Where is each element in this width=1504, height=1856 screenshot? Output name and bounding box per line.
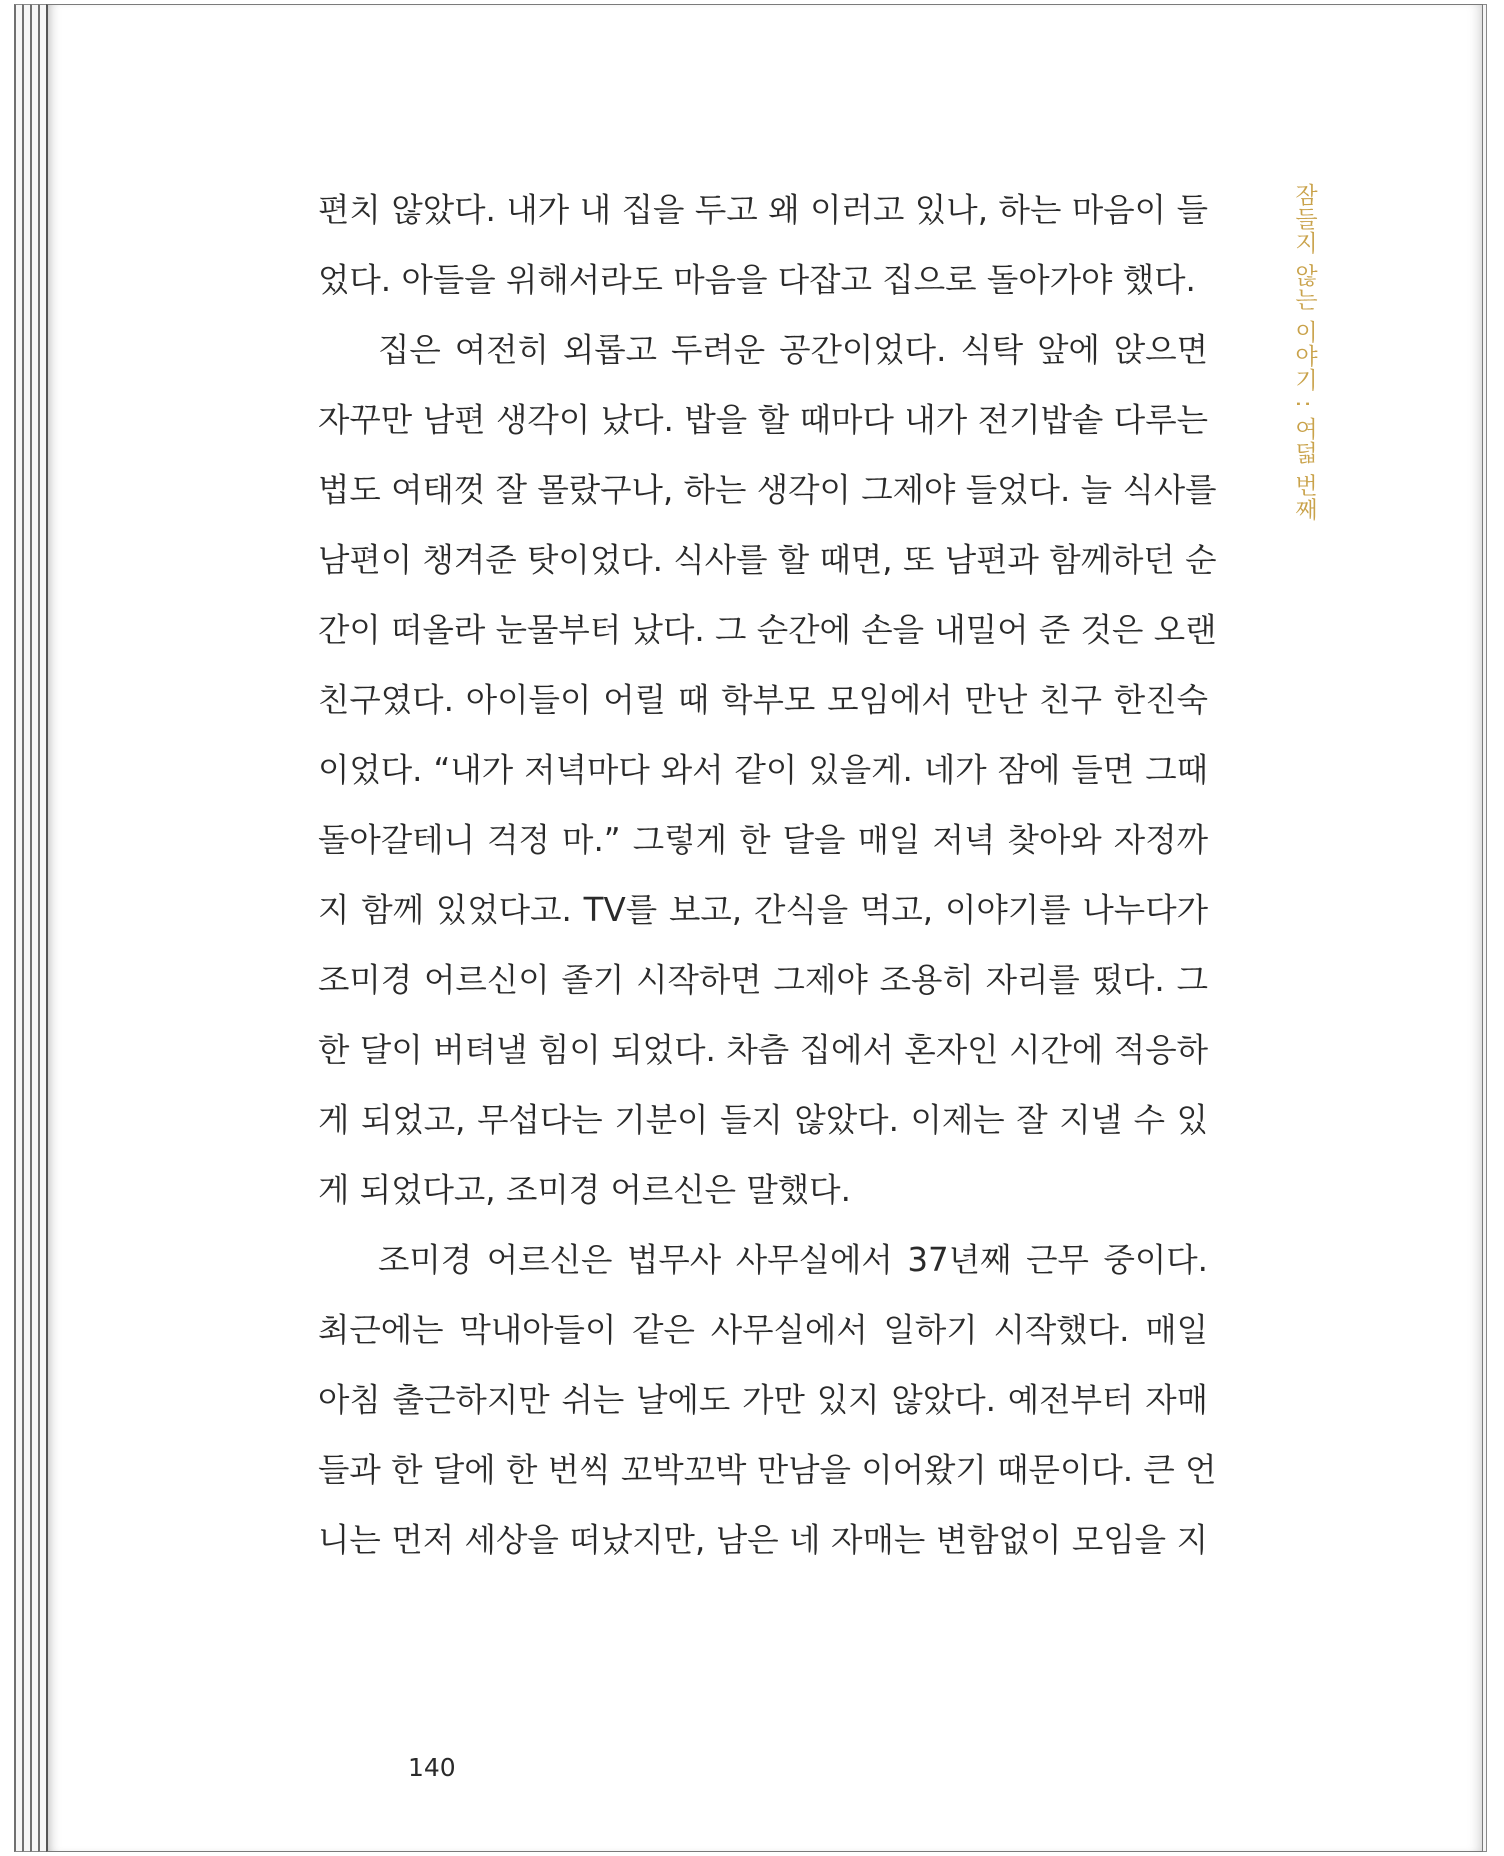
text-line: 아침 출근하지만 쉬는 날에도 가만 있지 않았다. 예전부터 자매 [318, 1381, 1208, 1419]
text-line: 조미경 어르신은 법무사 사무실에서 37년째 근무 중이다. [378, 1241, 1208, 1279]
text-line: 지 함께 있었다고. TV를 보고, 간식을 먹고, 이야기를 나누다가 [318, 891, 1208, 929]
page-number: 140 [408, 1753, 456, 1782]
text-line: 니는 먼저 세상을 떠났지만, 남은 네 자매는 변함없이 모임을 지 [318, 1521, 1208, 1559]
body-text [318, 175, 1217, 1575]
text-line: 친구였다. 아이들이 어릴 때 학부모 모임에서 만난 친구 한진숙 [318, 681, 1208, 719]
text-line: 편치 않았다. 내가 내 집을 두고 왜 이러고 있나, 하는 마음이 들 [318, 191, 1208, 229]
text-line: 들과 한 달에 한 번씩 꼬박꼬박 만남을 이어왔기 때문이다. 큰 언 [318, 1451, 1217, 1489]
text-line: 조미경 어르신이 졸기 시작하면 그제야 조용히 자리를 떴다. 그 [318, 961, 1208, 999]
text-line: 게 되었다고, 조미경 어르신은 말했다. [318, 1171, 851, 1209]
text-line: 법도 여태껏 잘 몰랐구나, 하는 생각이 그제야 들었다. 늘 식사를 [318, 471, 1217, 509]
text-line: 한 달이 버텨낼 힘이 되었다. 차츰 집에서 혼자인 시간에 적응하 [318, 1031, 1208, 1069]
text-line: 집은 여전히 외롭고 두려운 공간이었다. 식탁 앞에 앉으면 [378, 331, 1208, 369]
text-line: 돌아갈테니 걱정 마.” 그렇게 한 달을 매일 저녁 찾아와 자정까 [318, 821, 1208, 859]
text-line: 남편이 챙겨준 탓이었다. 식사를 할 때면, 또 남편과 함께하던 순 [318, 541, 1217, 579]
text-line: 최근에는 막내아들이 같은 사무실에서 일하기 시작했다. 매일 [318, 1311, 1208, 1349]
text-line: 게 되었고, 무섭다는 기분이 들지 않았다. 이제는 잘 지낼 수 있 [318, 1101, 1208, 1139]
text-line: 이었다. “내가 저녁마다 와서 같이 있을게. 네가 잠에 들면 그때 [318, 751, 1208, 789]
text-line: 었다. 아들을 위해서라도 마음을 다잡고 집으로 돌아가야 했다. [318, 261, 1196, 299]
book-page [46, 4, 1483, 1852]
text-line: 자꾸만 남편 생각이 났다. 밥을 할 때마다 내가 전기밥솥 다루는 [318, 401, 1208, 439]
running-head: 잠들지 않는 이야기 : 여덟 번째 [1291, 183, 1317, 522]
text-line: 간이 떠올라 눈물부터 났다. 그 순간에 손을 내밀어 준 것은 오랜 [318, 611, 1217, 649]
